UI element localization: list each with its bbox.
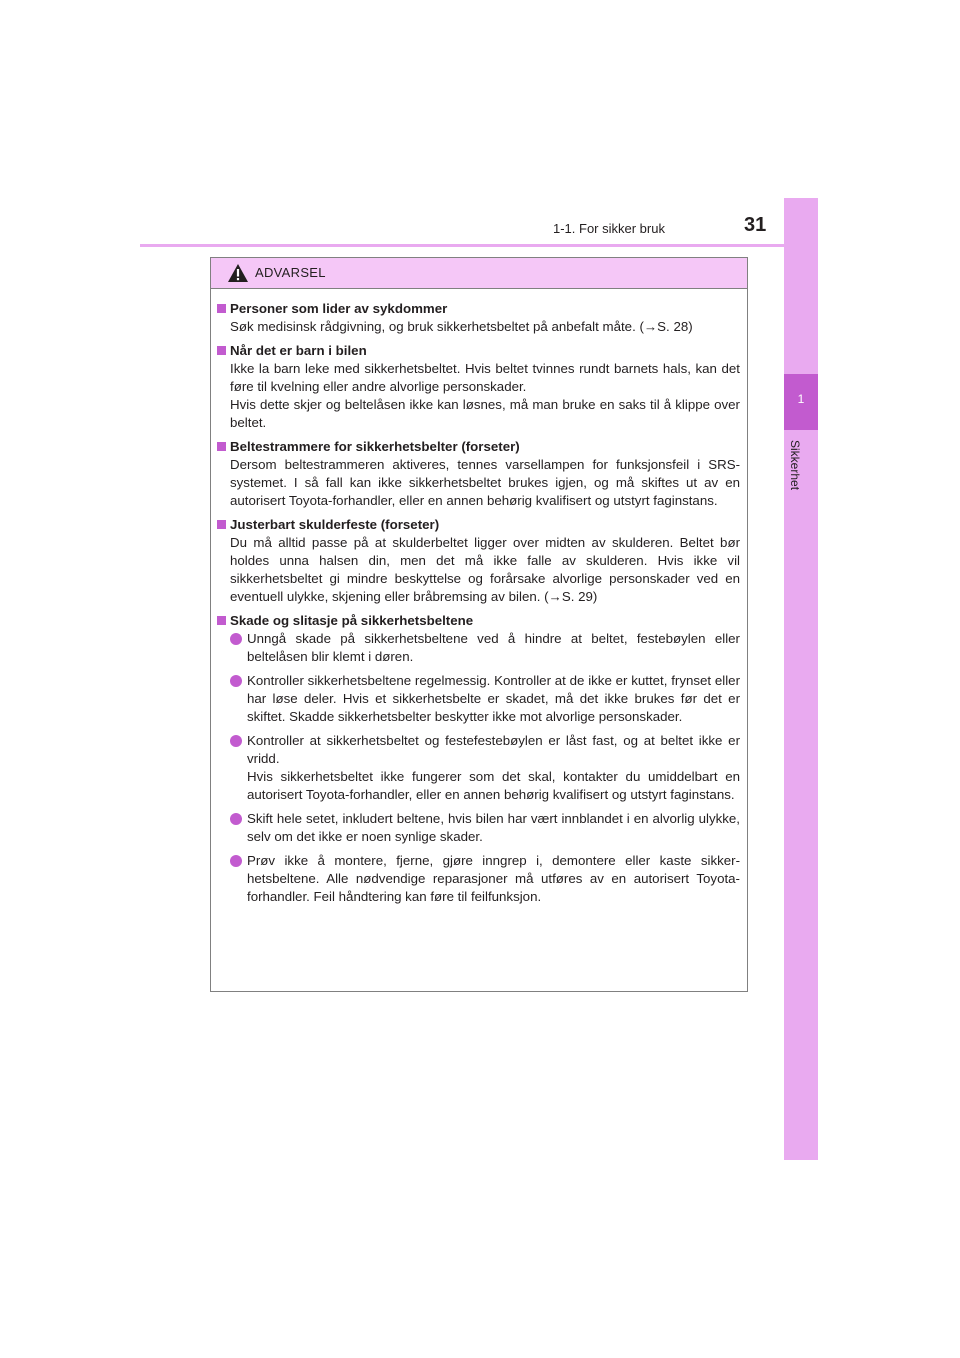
bullet-item	[230, 732, 740, 804]
section-heading	[217, 516, 740, 534]
chapter-side-tab	[784, 198, 818, 1160]
warning-section	[217, 300, 740, 336]
warning-section	[217, 612, 740, 906]
round-bullet-icon	[230, 633, 242, 645]
bullet-text: Kontroller at sikkerhetsbeltet og festefestebøylen er låst fast, og at beltet ikke er vridd. Hvis sikkerhetsbeltet ikke fungerer som det skal, kontakter du umiddelbart en autorisert Toyota-forhandler, eller en annen behørig kvalifisert og utstyrt faginstans.	[247, 733, 740, 802]
section-heading-text: Justerbart skulderfeste (forseter)	[230, 517, 440, 532]
round-bullet-icon	[230, 813, 242, 825]
section-heading	[217, 612, 740, 630]
section-title: 1-1. For sikker bruk	[553, 221, 665, 236]
warning-body	[211, 289, 747, 906]
bullet-item	[230, 810, 740, 846]
section-paragraph: Dersom beltestrammeren aktiveres, tennes varsellampen for funksjonsfeil i SRS-systemet. I så fall kan ikke sikkerhetsbeltet brukes igjen, og må skiftes ut av en autorisert Toyota-forhandler, eller en annen behørig kvalifisert og utstyrt faginstans.	[230, 457, 740, 508]
section-paragraph: Du må alltid passe på at skulderbeltet ligger over midten av skulderen. Beltet bør holdes unna halsen din, men det må ikke falle av skulderen. Hvis ikke vil sikkerhetsbeltet gi mindre beskyttelse og forårsake alvorlige personskader ved en eventuell ulykke, skjening eller bråbremsing av bilen. (→S. 29)	[230, 535, 740, 604]
bullet-text: Skift hele setet, inkludert beltene, hvis bilen har vært innblandet i en alvorlig ulykke, selv om det ikke er noen synlige skader.	[247, 811, 740, 844]
section-paragraph: Hvis dette skjer og beltelåsen ikke kan løsnes, må man bruke en saks til å klippe over beltet.	[230, 397, 740, 430]
warning-box	[210, 257, 748, 992]
bullet-text: Kontroller sikkerhetsbeltene regelmessig. Kontroller at de ikke er kuttet, frynset eller har løse deler. Hvis et sikkerhetsbelte er skadet, må det ikke brukes før det er skiftet. Skadde sikkerhetsbelter beskytter ikke mot alvorlige personskader.	[247, 673, 740, 724]
section-heading-text: Personer som lider av sykdommer	[230, 301, 448, 316]
section-heading-text: Når det er barn i bilen	[230, 343, 367, 358]
bullet-item	[230, 852, 740, 906]
section-paragraph: Ikke la barn leke med sikkerhetsbeltet. Hvis beltet tvinnes rundt barnets hals, kan det føre til kvelning eller andre alvorlige personskader.	[230, 361, 740, 394]
section-heading	[217, 300, 740, 318]
chapter-label: Sikkerhet	[788, 440, 802, 491]
warning-triangle-icon	[228, 264, 248, 282]
section-heading-text: Beltestrammere for sikkerhetsbelter (forseter)	[230, 439, 520, 454]
bullet-text: Unngå skade på sikkerhetsbeltene ved å hindre at beltet, festebøylen eller beltelåsen blir klemt i døren.	[247, 631, 740, 664]
warning-label: ADVARSEL	[255, 265, 326, 280]
section-heading	[217, 342, 740, 360]
warning-section	[217, 516, 740, 606]
bullet-item	[230, 672, 740, 726]
section-heading	[217, 438, 740, 456]
warning-header	[211, 258, 747, 289]
square-bullet-icon	[217, 442, 226, 451]
square-bullet-icon	[217, 616, 226, 625]
bullet-text: Prøv ikke å montere, fjerne, gjøre inngrep i, demontere eller kaste sikker-hetsbeltene. Alle nødvendige reparasjoner må utføres av en autorisert Toyota-forhandler. Feil håndtering kan føre til feilfunksjon.	[247, 853, 740, 904]
square-bullet-icon	[217, 346, 226, 355]
round-bullet-icon	[230, 675, 242, 687]
header-rule	[140, 244, 818, 247]
page-number: 31	[744, 214, 767, 236]
warning-section	[217, 438, 740, 510]
section-paragraph: Søk medisinsk rådgivning, og bruk sikkerhetsbeltet på anbefalt måte. (→S. 28)	[230, 319, 693, 334]
warning-section	[217, 342, 740, 432]
chapter-number: 1	[797, 392, 805, 406]
round-bullet-icon	[230, 855, 242, 867]
bullet-item	[230, 630, 740, 666]
section-heading-text: Skade og slitasje på sikkerhetsbeltene	[230, 613, 474, 628]
square-bullet-icon	[217, 520, 226, 529]
square-bullet-icon	[217, 304, 226, 313]
round-bullet-icon	[230, 735, 242, 747]
bullet-list	[217, 630, 740, 906]
